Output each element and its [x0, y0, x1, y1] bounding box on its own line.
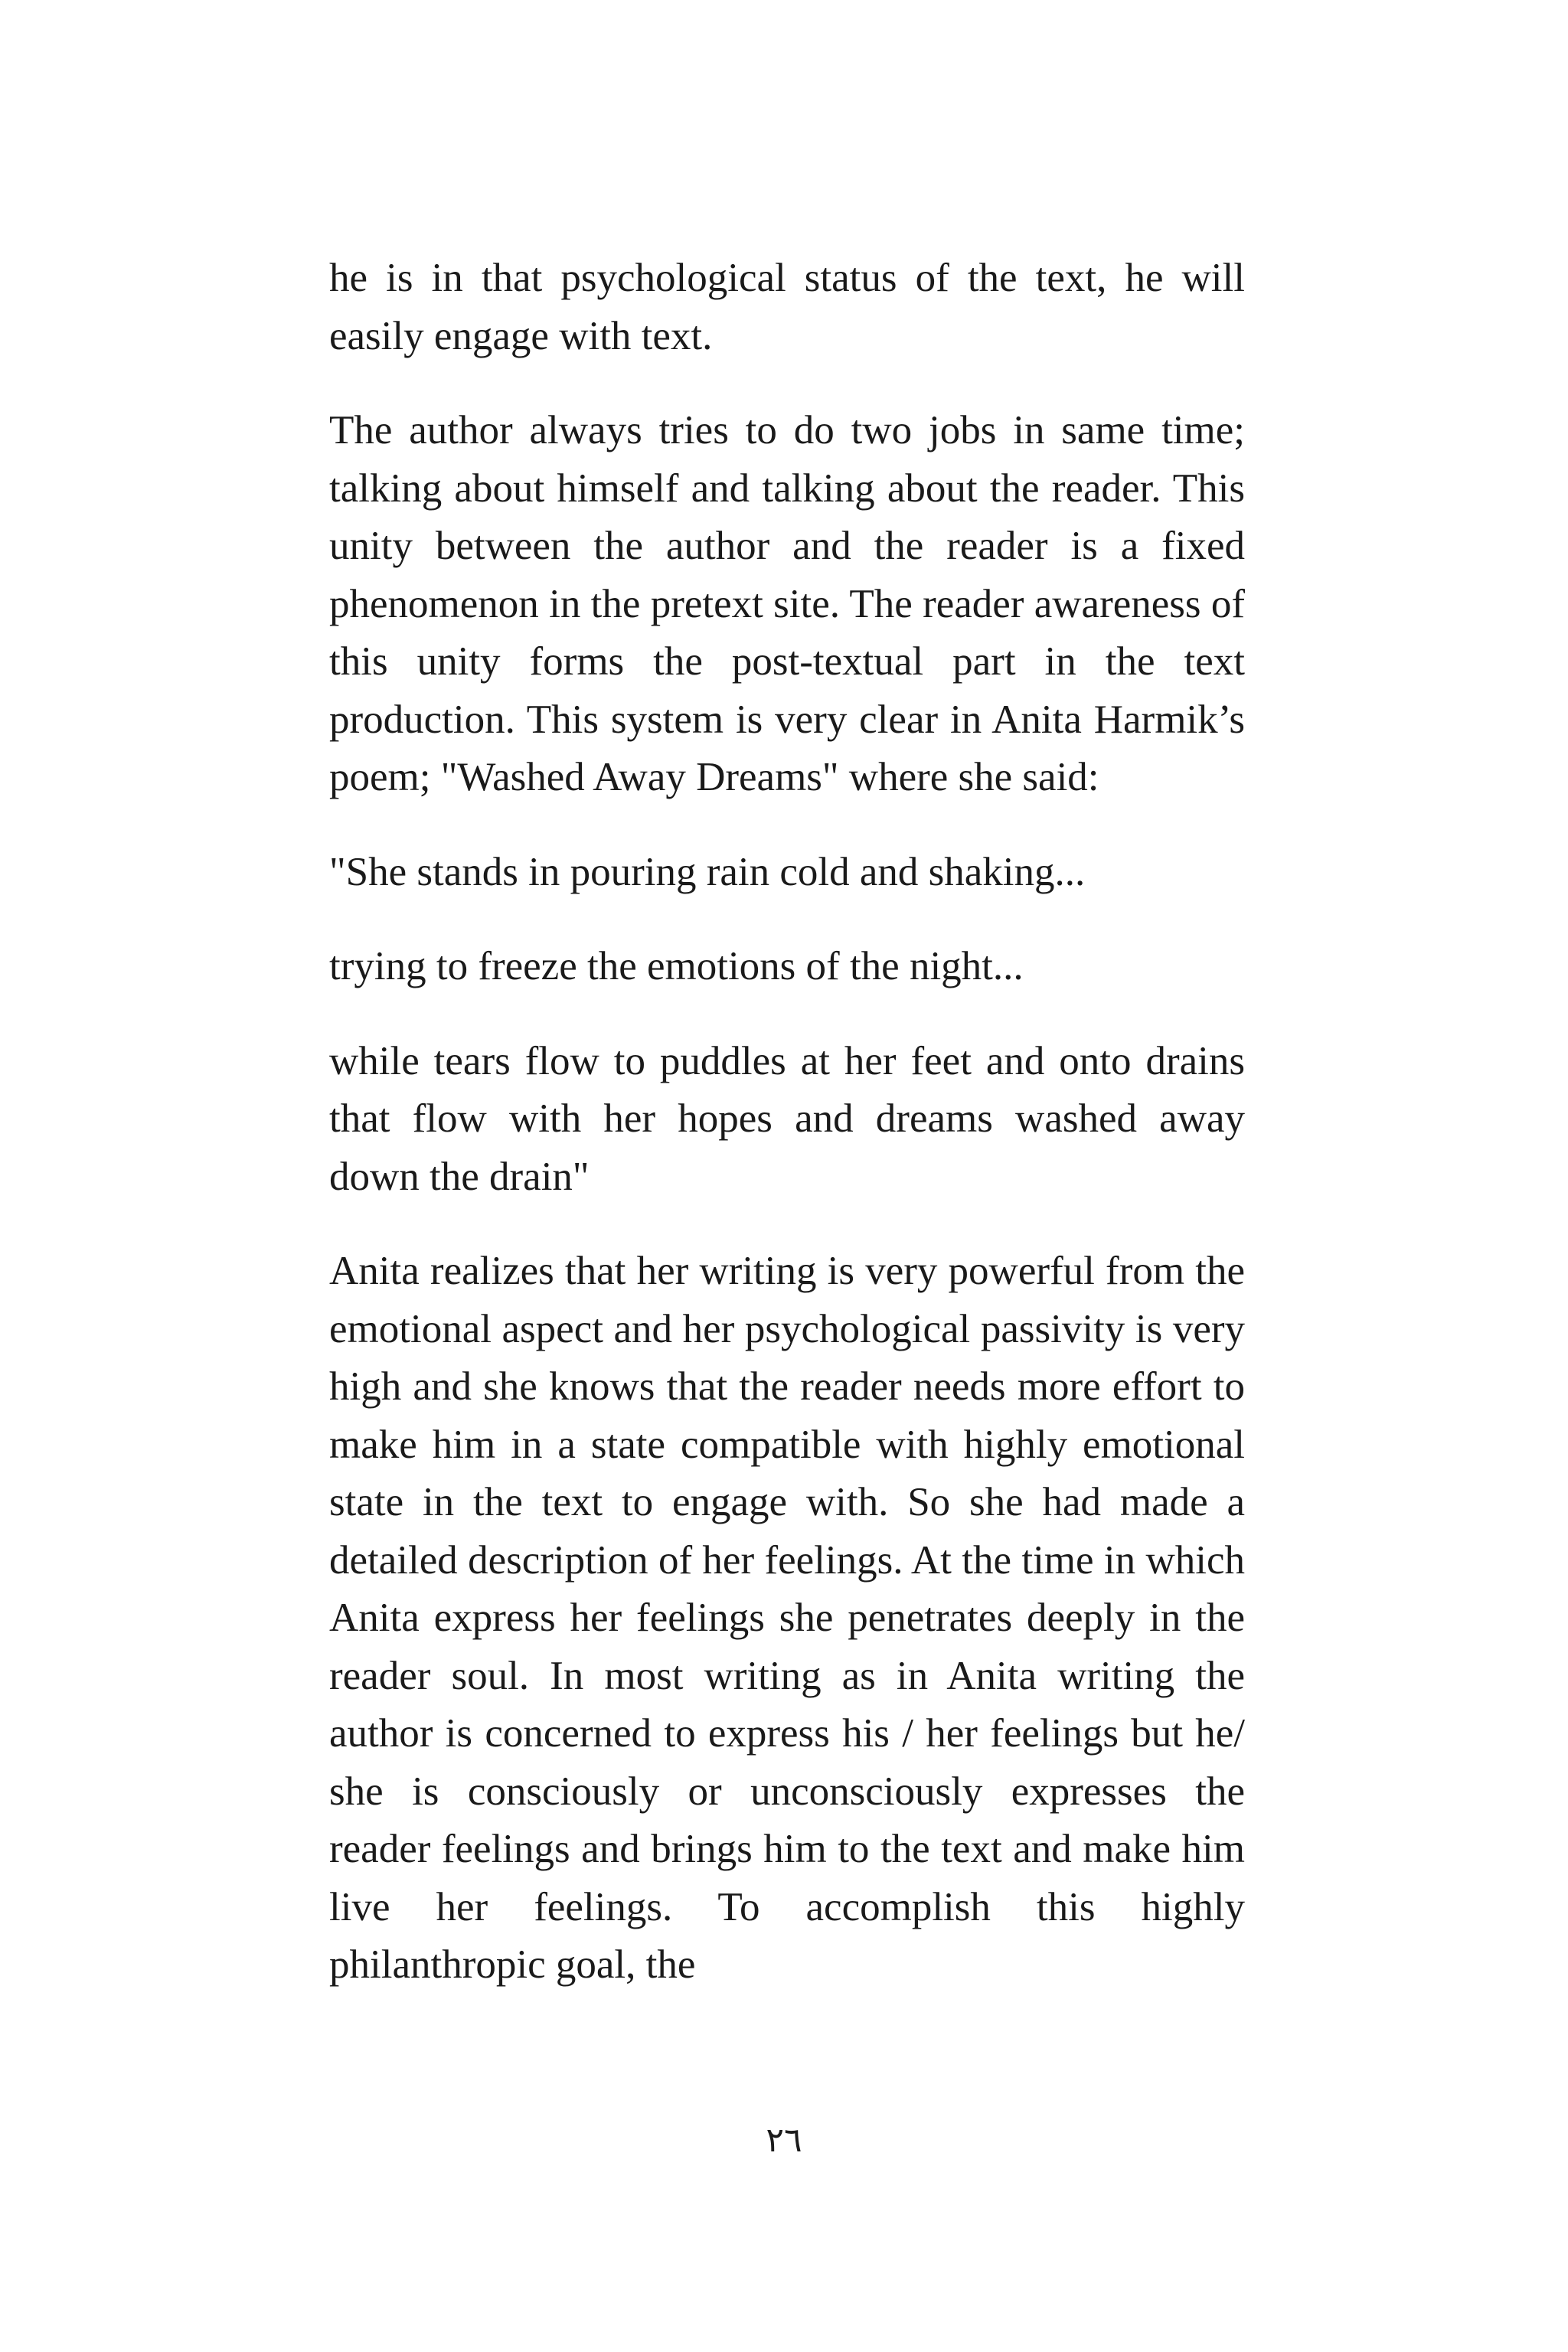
paragraph-1: he is in that psychological status of the text, he will easily engage with text. [329, 256, 1245, 358]
paragraph-2: The author always tries to do two jobs in same time; talking about himself and talking about the reader. This unity between the author and the reader is a fixed phenomenon in the pretext site. The reader awareness of this unity forms the post-textual part in the text production. This system is very clear in Anita Harmik’s poem; "Washed Away Dreams" where she said: [329, 408, 1245, 799]
poem-line-1: "She stands in pouring rain cold and shaking... [329, 849, 1086, 894]
page-number: ٢٦ [766, 2121, 802, 2160]
paragraph-3: Anita realizes that her writing is very powerful from the emotional aspect and her psychological passivity is very high and she knows that the reader needs more effort to make him in a state compatible with highly emotional state in the text to engage with. So she had made a detailed description of her feelings. At the time in which Anita express her feelings she penetrates deeply in the reader soul. In most writing as in Anita writing the author is concerned to express his / her feelings but he/ she is consciously or unconsciously expresses the reader feelings and brings him to the text and make him live her feelings. To accomplish this highly philanthropic goal, the [329, 1249, 1245, 1987]
body-text [329, 250, 1245, 2031]
poem-line-2: trying to freeze the emotions of the night... [329, 944, 1024, 988]
poem-line-3: while tears flow to puddles at her feet and onto drains that flow with her hopes and dreams washed away down the drain" [329, 1038, 1245, 1199]
